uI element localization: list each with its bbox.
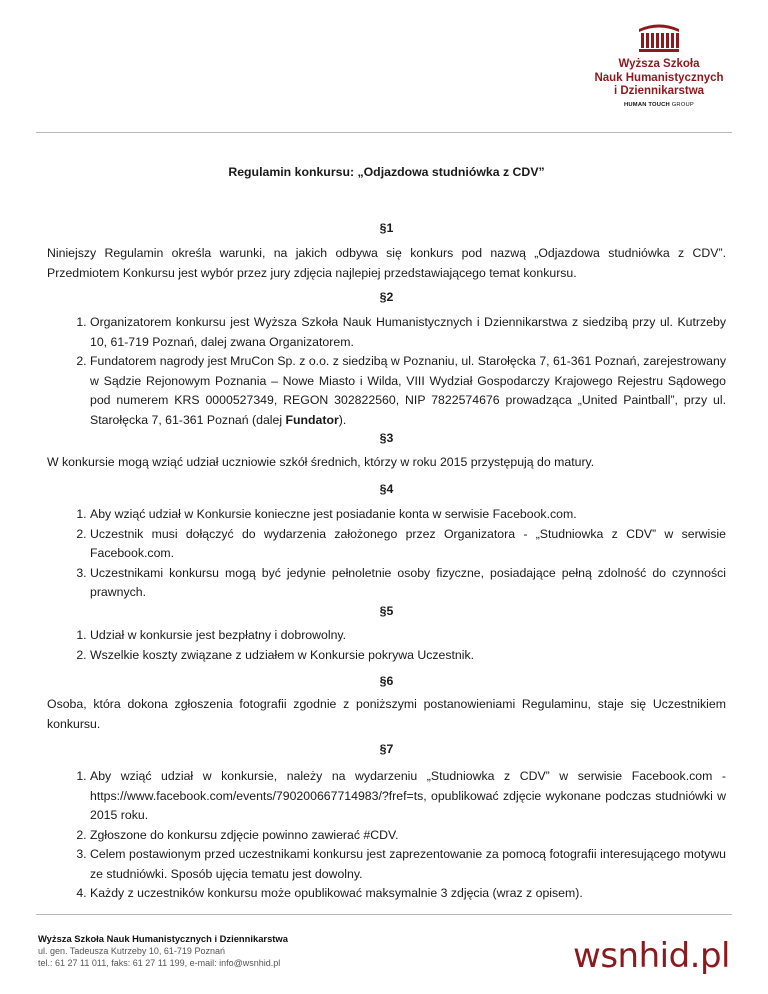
list-item: 3. Uczestnikami konkursu mogą być jedynie pełnoletnie osoby fizyczne, posiadające pełną zdolność do czynności prawnych. [90, 564, 726, 603]
logo-group-bold: HUMAN TOUCH [624, 101, 670, 108]
list-item: 1. Aby wziąć udział w konkursie, należy na wydarzeniu „Studniowka z CDV” w serwisie Facebook.com - https://www.facebook.com/events/790200667714983/?fref=ts, opublikować zdjęcie wykonane podczas studniówki w 2015 roku. [90, 767, 726, 826]
document-title: Regulamin konkursu: „Odjazdowa studniówka z CDV” [228, 165, 545, 179]
school-logo [573, 22, 745, 108]
footer-address: ul. gen. Tadeusza Kutrzeby 10, 61-719 Poznań [38, 946, 225, 956]
list-item-tail: ). [338, 412, 347, 427]
footer-phone-email: tel.: 61 27 11 011, faks: 61 27 11 199, e-mail: info@wsnhid.pl [38, 958, 281, 968]
section-heading-2: §2 [379, 290, 394, 304]
list-item: 4. Każdy z uczestników konkursu może opublikować maksymalnie 3 zdjęcia (wraz z opisem). [90, 884, 726, 904]
section-heading-5: §5 [379, 604, 394, 618]
footer-divider [36, 914, 732, 915]
section-5-list [47, 626, 726, 665]
section-3-paragraph: W konkursie mogą wziąć udział uczniowie szkół średnich, którzy w roku 2015 przystępują do matury. [47, 455, 595, 469]
footer-school-name: Wyższa Szkoła Nauk Humanistycznych i Dziennikarstwa [38, 933, 288, 944]
list-item: 1. Udział w konkursie jest bezpłatny i dobrowolny. [90, 626, 726, 646]
list-item: 2. Wszelkie koszty związane z udziałem w Konkursie pokrywa Uczestnik. [90, 646, 726, 666]
section-heading-3: §3 [379, 431, 394, 445]
building-columns-icon [637, 22, 681, 52]
logo-name-line: i Dziennikarstwa [613, 85, 705, 97]
list-item: 2. Uczestnik musi dołączyć do wydarzenia założonego przez Organizatora - „Studniowka z CDV” w serwisie Facebook.com. [90, 525, 726, 564]
section-4-list [47, 505, 726, 603]
list-item [90, 352, 726, 430]
logo-name-line: Wyższa Szkoła [618, 58, 700, 70]
section-2-list [47, 313, 726, 430]
list-item: 1. Organizatorem konkursu jest Wyższa Szkoła Nauk Humanistycznych i Dziennikarstwa z siedzibą przy ul. Kutrzeby 10, 61-719 Poznań, dalej zwana Organizatorem. [90, 313, 726, 352]
section-heading-7: §7 [379, 742, 394, 756]
section-7-list [47, 767, 726, 904]
footer-contact [38, 933, 288, 969]
list-item-text: Fundatorem nagrody jest MruCon Sp. z o.o. z siedzibą w Poznaniu, ul. Starołęcka 7, 61-361 Poznań, zarejestrowany w Sądzie Rejonowym Poznania – Nowe Miasto i Wilda, VIII Wydział Gospodarczy Krajowego Rejestru Sądowego pod numerem KRS 0000527349, REGON 302822560, NIP 7822574676 prowadząca „United Paintball”, przy ul. Starołęcka 7, 61-361 Poznań (dalej [90, 354, 726, 427]
section-heading-4: §4 [379, 482, 394, 496]
logo-group [573, 102, 745, 108]
list-item: 2. Zgłoszone do konkursu zdjęcie powinno zawierać #CDV. [90, 826, 726, 846]
header-divider [36, 132, 732, 133]
footer-website: wsnhid.pl [573, 936, 730, 976]
fundator-term: Fundator [285, 412, 339, 427]
logo-group-rest: GROUP [669, 101, 694, 108]
section-6-paragraph: Osoba, która dokona zgłoszenia fotografii zgodnie z poniższymi postanowieniami Regulaminu, staje się Uczestnikiem konkursu. [47, 697, 726, 731]
section-heading-1: §1 [379, 221, 394, 235]
section-heading-6: §6 [379, 674, 394, 688]
list-item: 3. Celem postawionym przed uczestnikami konkursu jest zaprezentowanie za pomocą fotografii interesującego motywu ze studniówki. Sposób ujęcia tematu jest dowolny. [90, 845, 726, 884]
list-item: 1. Aby wziąć udział w Konkursie konieczne jest posiadanie konta w serwisie Facebook.com. [90, 505, 726, 525]
section-1-paragraph: Niniejszy Regulamin określa warunki, na jakich odbywa się konkurs pod nazwą „Odjazdowa studniówka z CDV”. Przedmiotem Konkursu jest wybór przez jury zdjęcia najlepiej przedstawiającego temat konkursu. [47, 246, 726, 280]
logo-name-line: Nauk Humanistycznych [594, 71, 724, 84]
